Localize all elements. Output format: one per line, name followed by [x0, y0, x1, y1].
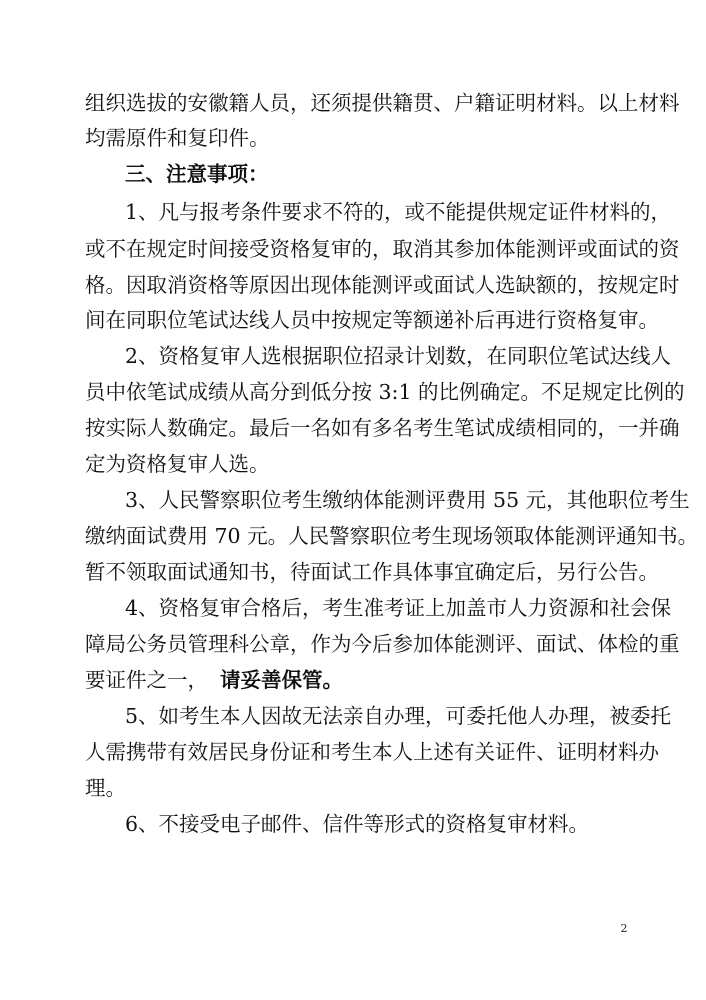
text-line: [0, 265, 706, 305]
emphasis-text: 请妥善保管。: [220, 668, 343, 692]
text-line: [0, 696, 706, 736]
text-line: [0, 372, 706, 412]
text-line: [0, 83, 706, 123]
section-heading-text: 三、注意事项：: [125, 162, 269, 186]
page-number: 2: [620, 922, 628, 935]
line-text: 缴纳面试费用 70 元。人民警察职位考生现场领取体能测评通知书。: [85, 524, 699, 548]
line-text: 定为资格复审人选。: [85, 452, 270, 476]
line-text: 格。因取消资格等原因出现体能测评或面试人选缺额的，按规定时: [85, 273, 680, 297]
text-line: [0, 300, 706, 340]
line-text: 5、如考生本人因故无法亲自办理，可委托他人办理，被委托: [125, 704, 672, 728]
section-heading: [0, 154, 706, 194]
line-text: 要证件之一，: [85, 668, 208, 692]
line-text: 或不在规定时间接受资格复审的，取消其参加体能测评或面试的资: [85, 237, 680, 261]
line-text: 员中依笔试成绩从高分到低分按 3:1 的比例确定。不足规定比例的: [85, 380, 685, 404]
text-line: [0, 336, 706, 376]
text-line: [0, 732, 706, 772]
text-line: [0, 552, 706, 592]
text-line: [0, 516, 706, 556]
text-line: [0, 804, 706, 844]
line-text: 4、资格复审合格后，考生准考证上加盖市人力资源和社会保: [125, 596, 672, 620]
text-line: [0, 444, 706, 484]
text-line: [0, 229, 706, 269]
text-line: [0, 768, 706, 808]
text-line: [0, 660, 706, 700]
line-text: 人需携带有效居民身份证和考生本人上述有关证件、证明材料办: [85, 740, 659, 764]
text-line: [0, 192, 706, 232]
line-text: 障局公务员管理科公章，作为今后参加体能测评、面试、体检的重: [85, 632, 680, 656]
line-text: 2、资格复审人选根据职位招录计划数，在同职位笔试达线人: [125, 344, 672, 368]
line-text: 1、凡与报考条件要求不符的，或不能提供规定证件材料的，: [125, 200, 672, 224]
text-line: [0, 588, 706, 628]
text-line: [0, 480, 706, 520]
line-text: 均需原件和复印件。: [85, 126, 270, 150]
text-line: [0, 408, 706, 448]
line-text: 理。: [85, 776, 126, 800]
line-text: 间在同职位笔试达线人员中按规定等额递补后再进行资格复审。: [85, 308, 659, 332]
line-text: 组织选拔的安徽籍人员，还须提供籍贯、户籍证明材料。以上材料: [85, 91, 680, 115]
text-line: [0, 624, 706, 664]
line-text: 按实际人数确定。最后一名如有多名考生笔试成绩相同的，一并确: [85, 416, 680, 440]
line-text: 6、不接受电子邮件、信件等形式的资格复审材料。: [125, 812, 590, 836]
line-text: 暂不领取面试通知书，待面试工作具体事宜确定后，另行公告。: [85, 560, 659, 584]
line-text: 3、人民警察职位考生缴纳体能测评费用 55 元，其他职位考生: [125, 488, 690, 512]
text-line: [0, 118, 706, 158]
